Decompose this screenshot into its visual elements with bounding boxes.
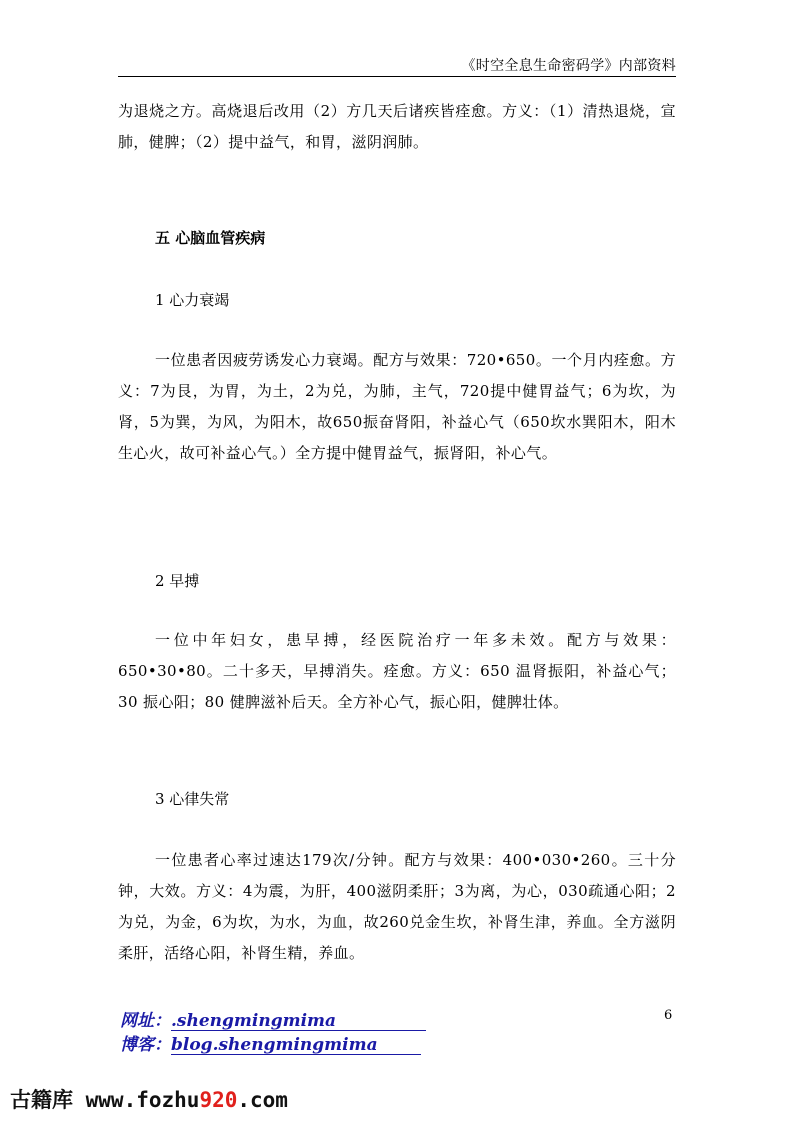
blog-url[interactable]: blog.shengmingmima bbox=[171, 1036, 421, 1055]
watermark bbox=[10, 1086, 288, 1114]
watermark-suffix: .com bbox=[237, 1088, 288, 1112]
blog-link[interactable] bbox=[120, 1034, 421, 1056]
watermark-number: 920 bbox=[199, 1088, 238, 1112]
header-title: 《时空全息生命密码学》内部资料 bbox=[461, 58, 676, 74]
case-text-heart-failure: 一位患者因疲劳诱发心力衰竭。配方与效果：720•650。一个月内痊愈。方义：7为艮，为胃，为土，2为兑，为肺，主气，720提中健胃益气；6为坎，为肾，5为巽，为风，为阳木，故650振奋肾阳，补益心气（650坎水巽阳木，阳木生心火，故可补益心气。）全方提中健胃益气，振肾阳，补心气。 bbox=[118, 351, 676, 462]
case-text-arrhythmia: 一位患者心率过速达179次/分钟。配方与效果：400•030•260。三十分钟，大效。方义：4为震，为肝，400滋阴柔肝；3为离，为心，030疏通心阳；2为兑，为金，6为坎，为水，为血，故260兑金生坎，补肾生津，养血。全方滋阴柔肝，活络心阳，补肾生精，养血。 bbox=[118, 851, 676, 962]
header-divider bbox=[118, 76, 676, 77]
case-text-premature-beat: 一位中年妇女，患早搏，经医院治疗一年多未效。配方与效果：650•30•80。二十多天，早搏消失。痊愈。方义：650 温肾振阳，补益心气；30 振心阳；80 健脾滋补后天。全方补心气，振心阳，健脾壮体。 bbox=[118, 631, 676, 711]
website-url[interactable]: .shengmingmima bbox=[171, 1012, 426, 1031]
case-heading-arrhythmia: 3 心律失常 bbox=[155, 790, 230, 808]
page-number: 6 bbox=[664, 1008, 673, 1023]
case-heading-heart-failure: 1 心力衰竭 bbox=[155, 291, 230, 309]
website-label: 网址： bbox=[120, 1011, 171, 1031]
blog-label: 博客： bbox=[120, 1035, 171, 1055]
case-heading-premature-beat: 2 早搏 bbox=[155, 572, 200, 590]
website-link[interactable] bbox=[120, 1010, 426, 1032]
section-title: 五 心脑血管疾病 bbox=[155, 229, 266, 247]
watermark-prefix: 古籍库 www.fozhu bbox=[10, 1088, 200, 1112]
intro-paragraph: 为退烧之方。高烧退后改用（2）方几天后诸疾皆痊愈。方义：（1）清热退烧，宣肺，健脾；（2）提中益气，和胃，滋阴润肺。 bbox=[118, 102, 676, 151]
